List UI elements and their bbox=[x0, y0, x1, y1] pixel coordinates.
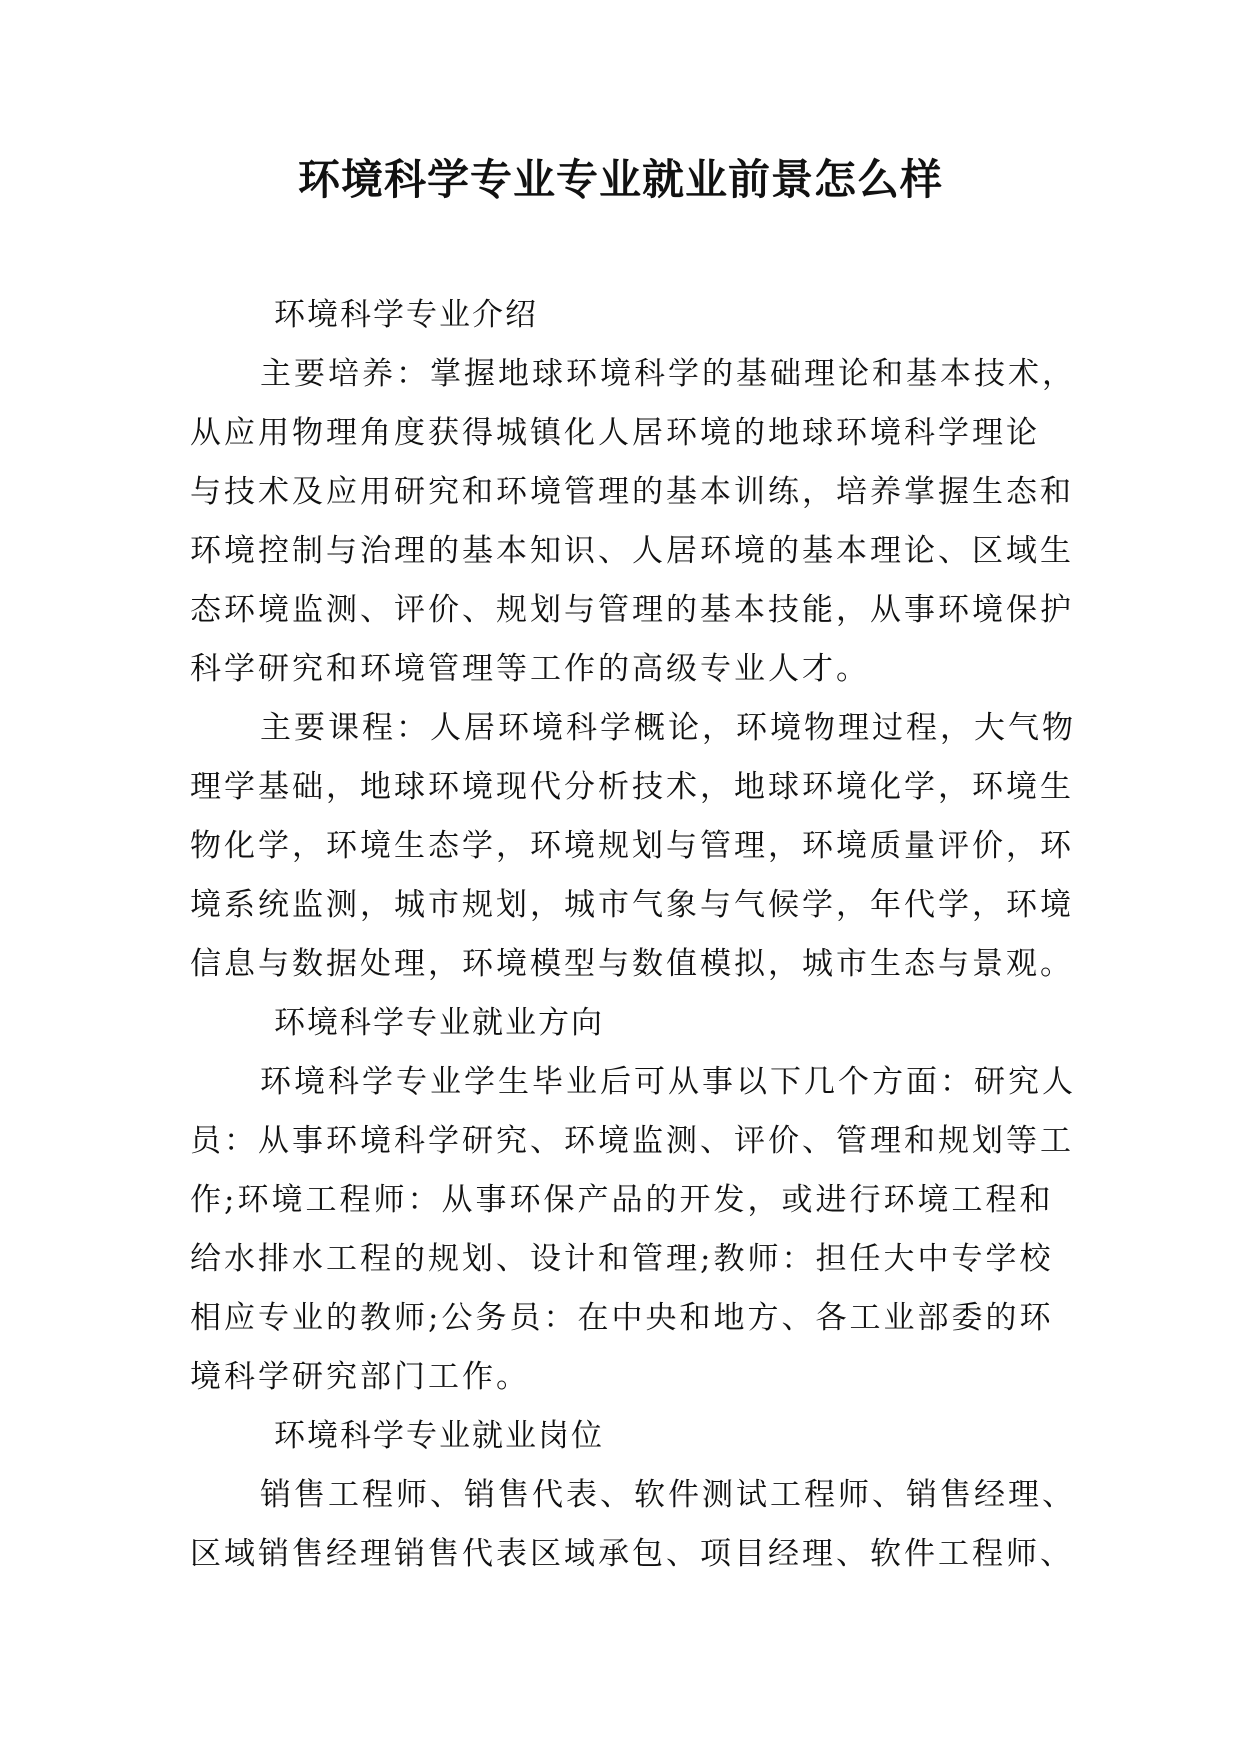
paragraph-line: 员：从事环境科学研究、环境监测、评价、管理和规划等工 bbox=[190, 1123, 1074, 1159]
section-heading-employment-direction: 环境科学专业就业方向 bbox=[274, 1005, 604, 1041]
paragraph-line: 物化学，环境生态学，环境规划与管理，环境质量评价，环 bbox=[190, 828, 1074, 864]
paragraph-line: 主要课程：人居环境科学概论，环境物理过程，大气物 bbox=[260, 710, 1076, 746]
paragraph-line: 境系统监测，城市规划，城市气象与气候学，年代学，环境 bbox=[190, 887, 1074, 923]
paragraph-line: 给水排水工程的规划、设计和管理;教师：担任大中专学校 bbox=[190, 1241, 1054, 1277]
paragraph-line: 信息与数据处理，环境模型与数值模拟，城市生态与景观。 bbox=[190, 946, 1074, 982]
paragraph-line: 销售工程师、销售代表、软件测试工程师、销售经理、 bbox=[260, 1477, 1076, 1513]
document-body bbox=[190, 286, 1076, 1584]
paragraph-line: 从应用物理角度获得城镇化人居环境的地球环境科学理论 bbox=[190, 415, 1040, 451]
paragraph-line: 相应专业的教师;公务员：在中央和地方、各工业部委的环 bbox=[190, 1300, 1054, 1336]
paragraph-line: 与技术及应用研究和环境管理的基本训练，培养掌握生态和 bbox=[190, 474, 1074, 510]
section-heading-employment-positions: 环境科学专业就业岗位 bbox=[274, 1418, 604, 1454]
paragraph-line: 境科学研究部门工作。 bbox=[190, 1359, 530, 1395]
paragraph-line: 作;环境工程师：从事环保产品的开发，或进行环境工程和 bbox=[190, 1182, 1054, 1218]
paragraph-line: 理学基础，地球环境现代分析技术，地球环境化学，环境生 bbox=[190, 769, 1074, 805]
paragraph-line: 区域销售经理销售代表区域承包、项目经理、软件工程师、 bbox=[190, 1536, 1074, 1572]
document-title: 环境科学专业专业就业前景怎么样 bbox=[297, 155, 943, 204]
paragraph-line: 态环境监测、评价、规划与管理的基本技能，从事环境保护 bbox=[190, 592, 1074, 628]
paragraph-line: 环境科学专业学生毕业后可从事以下几个方面：研究人 bbox=[260, 1064, 1076, 1100]
section-heading-introduction: 环境科学专业介绍 bbox=[274, 297, 538, 333]
paragraph-line: 科学研究和环境管理等工作的高级专业人才。 bbox=[190, 651, 870, 687]
paragraph-line: 主要培养：掌握地球环境科学的基础理论和基本技术， bbox=[260, 356, 1076, 392]
paragraph-line: 环境控制与治理的基本知识、人居环境的基本理论、区域生 bbox=[190, 533, 1074, 569]
